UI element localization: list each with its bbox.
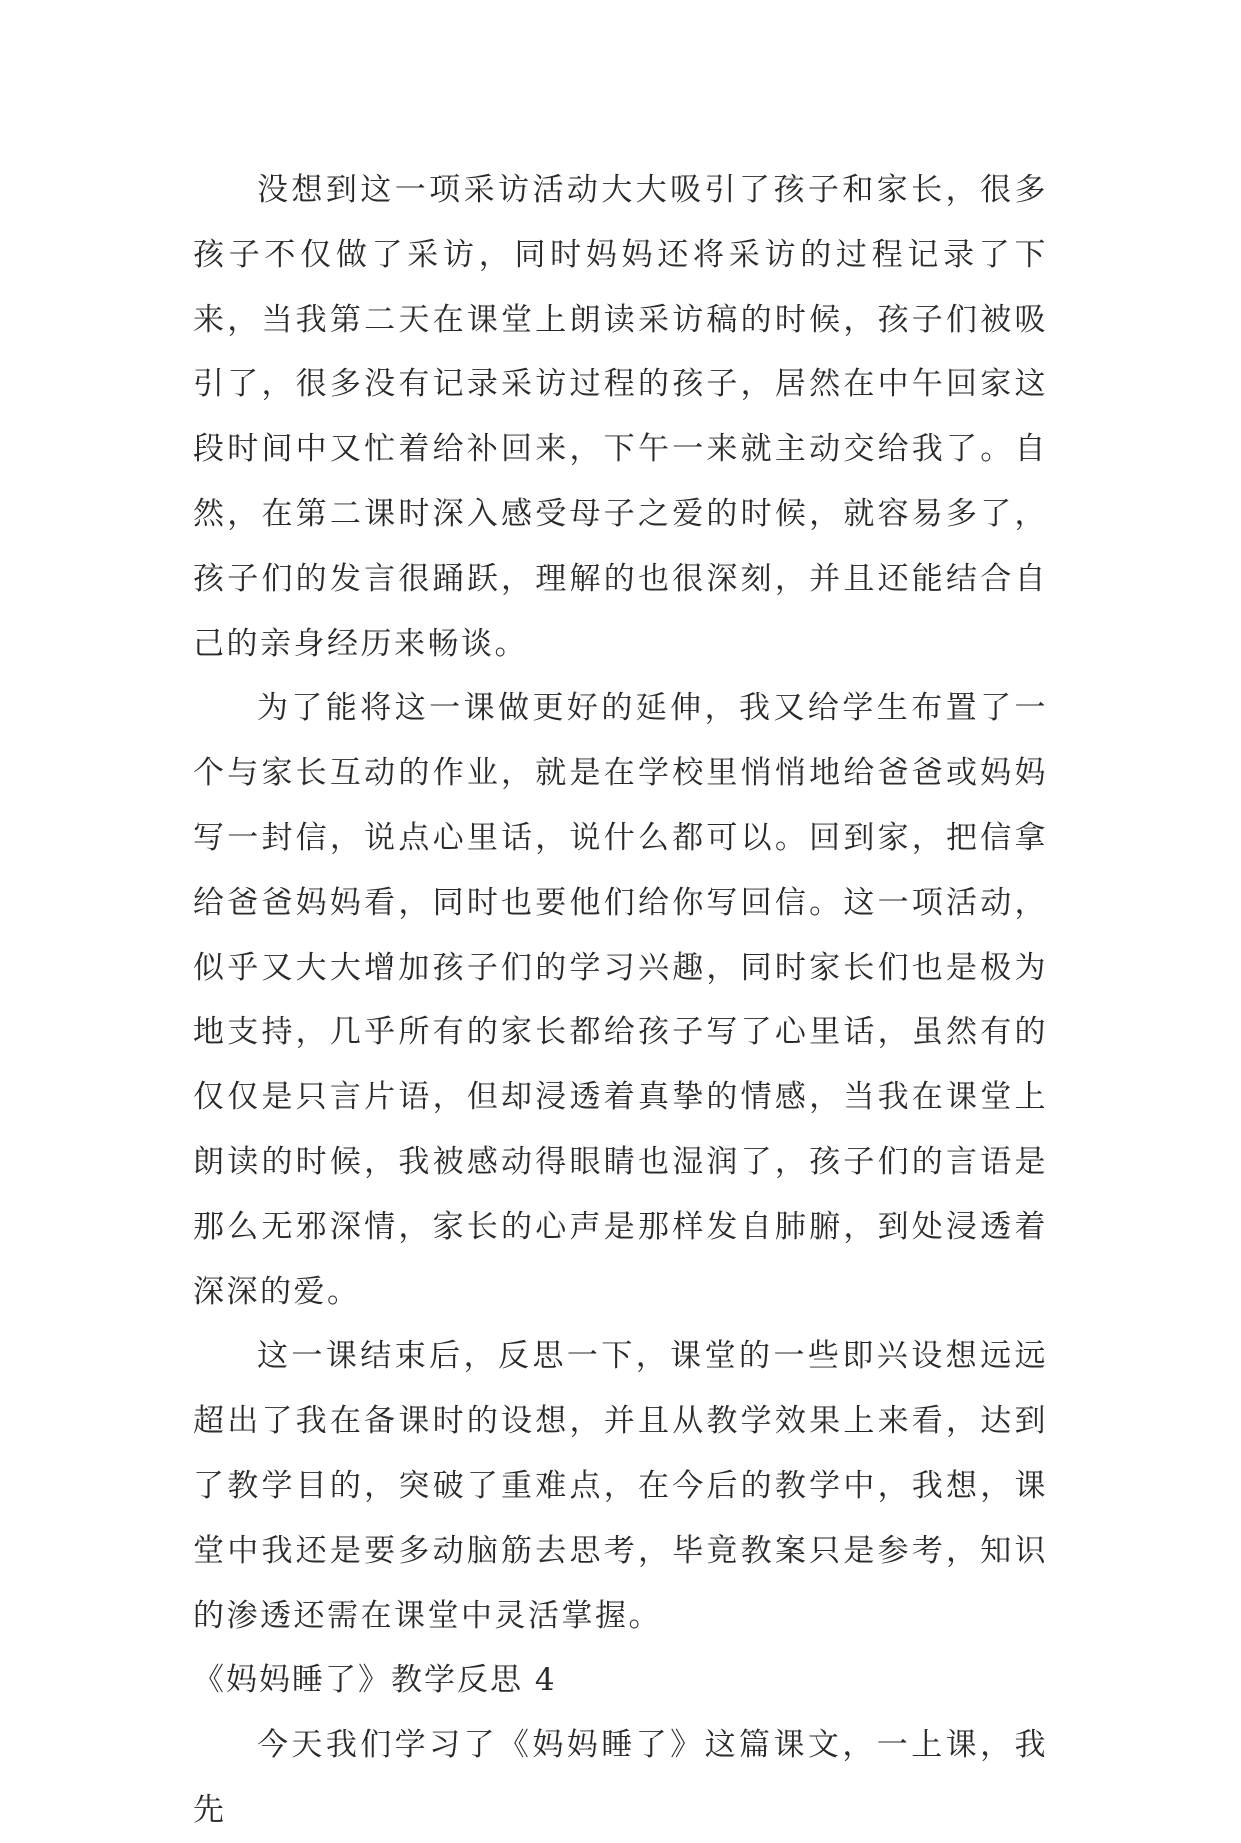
paragraph-interview-activity: 没想到这一项采访活动大大吸引了孩子和家长，很多孩子不仅做了采访，同时妈妈还将采访的过程记录了下来，当我第二天在课堂上朗读采访稿的时候，孩子们被吸引了，很多没有记录采访过程的孩子，居然在中午回家这段时间中又忙着给补回来，下午一来就主动交给我了。自然，在第二课时深入感受母子之爱的时候，就容易多了，孩子们的发言很踊跃，理解的也很深刻，并且还能结合自己的亲身经历来畅谈。 <box>193 172 1048 662</box>
paragraph-section-start: 今天我们学习了《妈妈睡了》这篇课文，一上课，我先 <box>193 1727 1048 1828</box>
document-body <box>193 158 1048 1843</box>
paragraph-lesson-reflection: 这一课结束后，反思一下，课堂的一些即兴设想远远超出了我在备课时的设想，并且从教学效果上来看，达到了教学目的，突破了重难点，在今后的教学中，我想，课堂中我还是要多动脑筋去思考，毕竟教案只是参考，知识的渗透还需在课堂中灵活掌握。 <box>193 1338 1048 1634</box>
section-heading: 《妈妈睡了》教学反思 4 <box>193 1662 557 1699</box>
paragraph-letter-homework: 为了能将这一课做更好的延伸，我又给学生布置了一个与家长互动的作业，就是在学校里悄悄地给爸爸或妈妈写一封信，说点心里话，说什么都可以。回到家，把信拿给爸爸妈妈看，同时也要他们给你写回信。这一项活动，似乎又大大增加孩子们的学习兴趣，同时家长们也是极为地支持，几乎所有的家长都给孩子写了心里话，虽然有的仅仅是只言片语，但却浸透着真挚的情感，当我在课堂上朗读的时候，我被感动得眼睛也湿润了，孩子们的言语是那么无邪深情，家长的心声是那样发自肺腑，到处浸透着深深的爱。 <box>193 690 1048 1310</box>
